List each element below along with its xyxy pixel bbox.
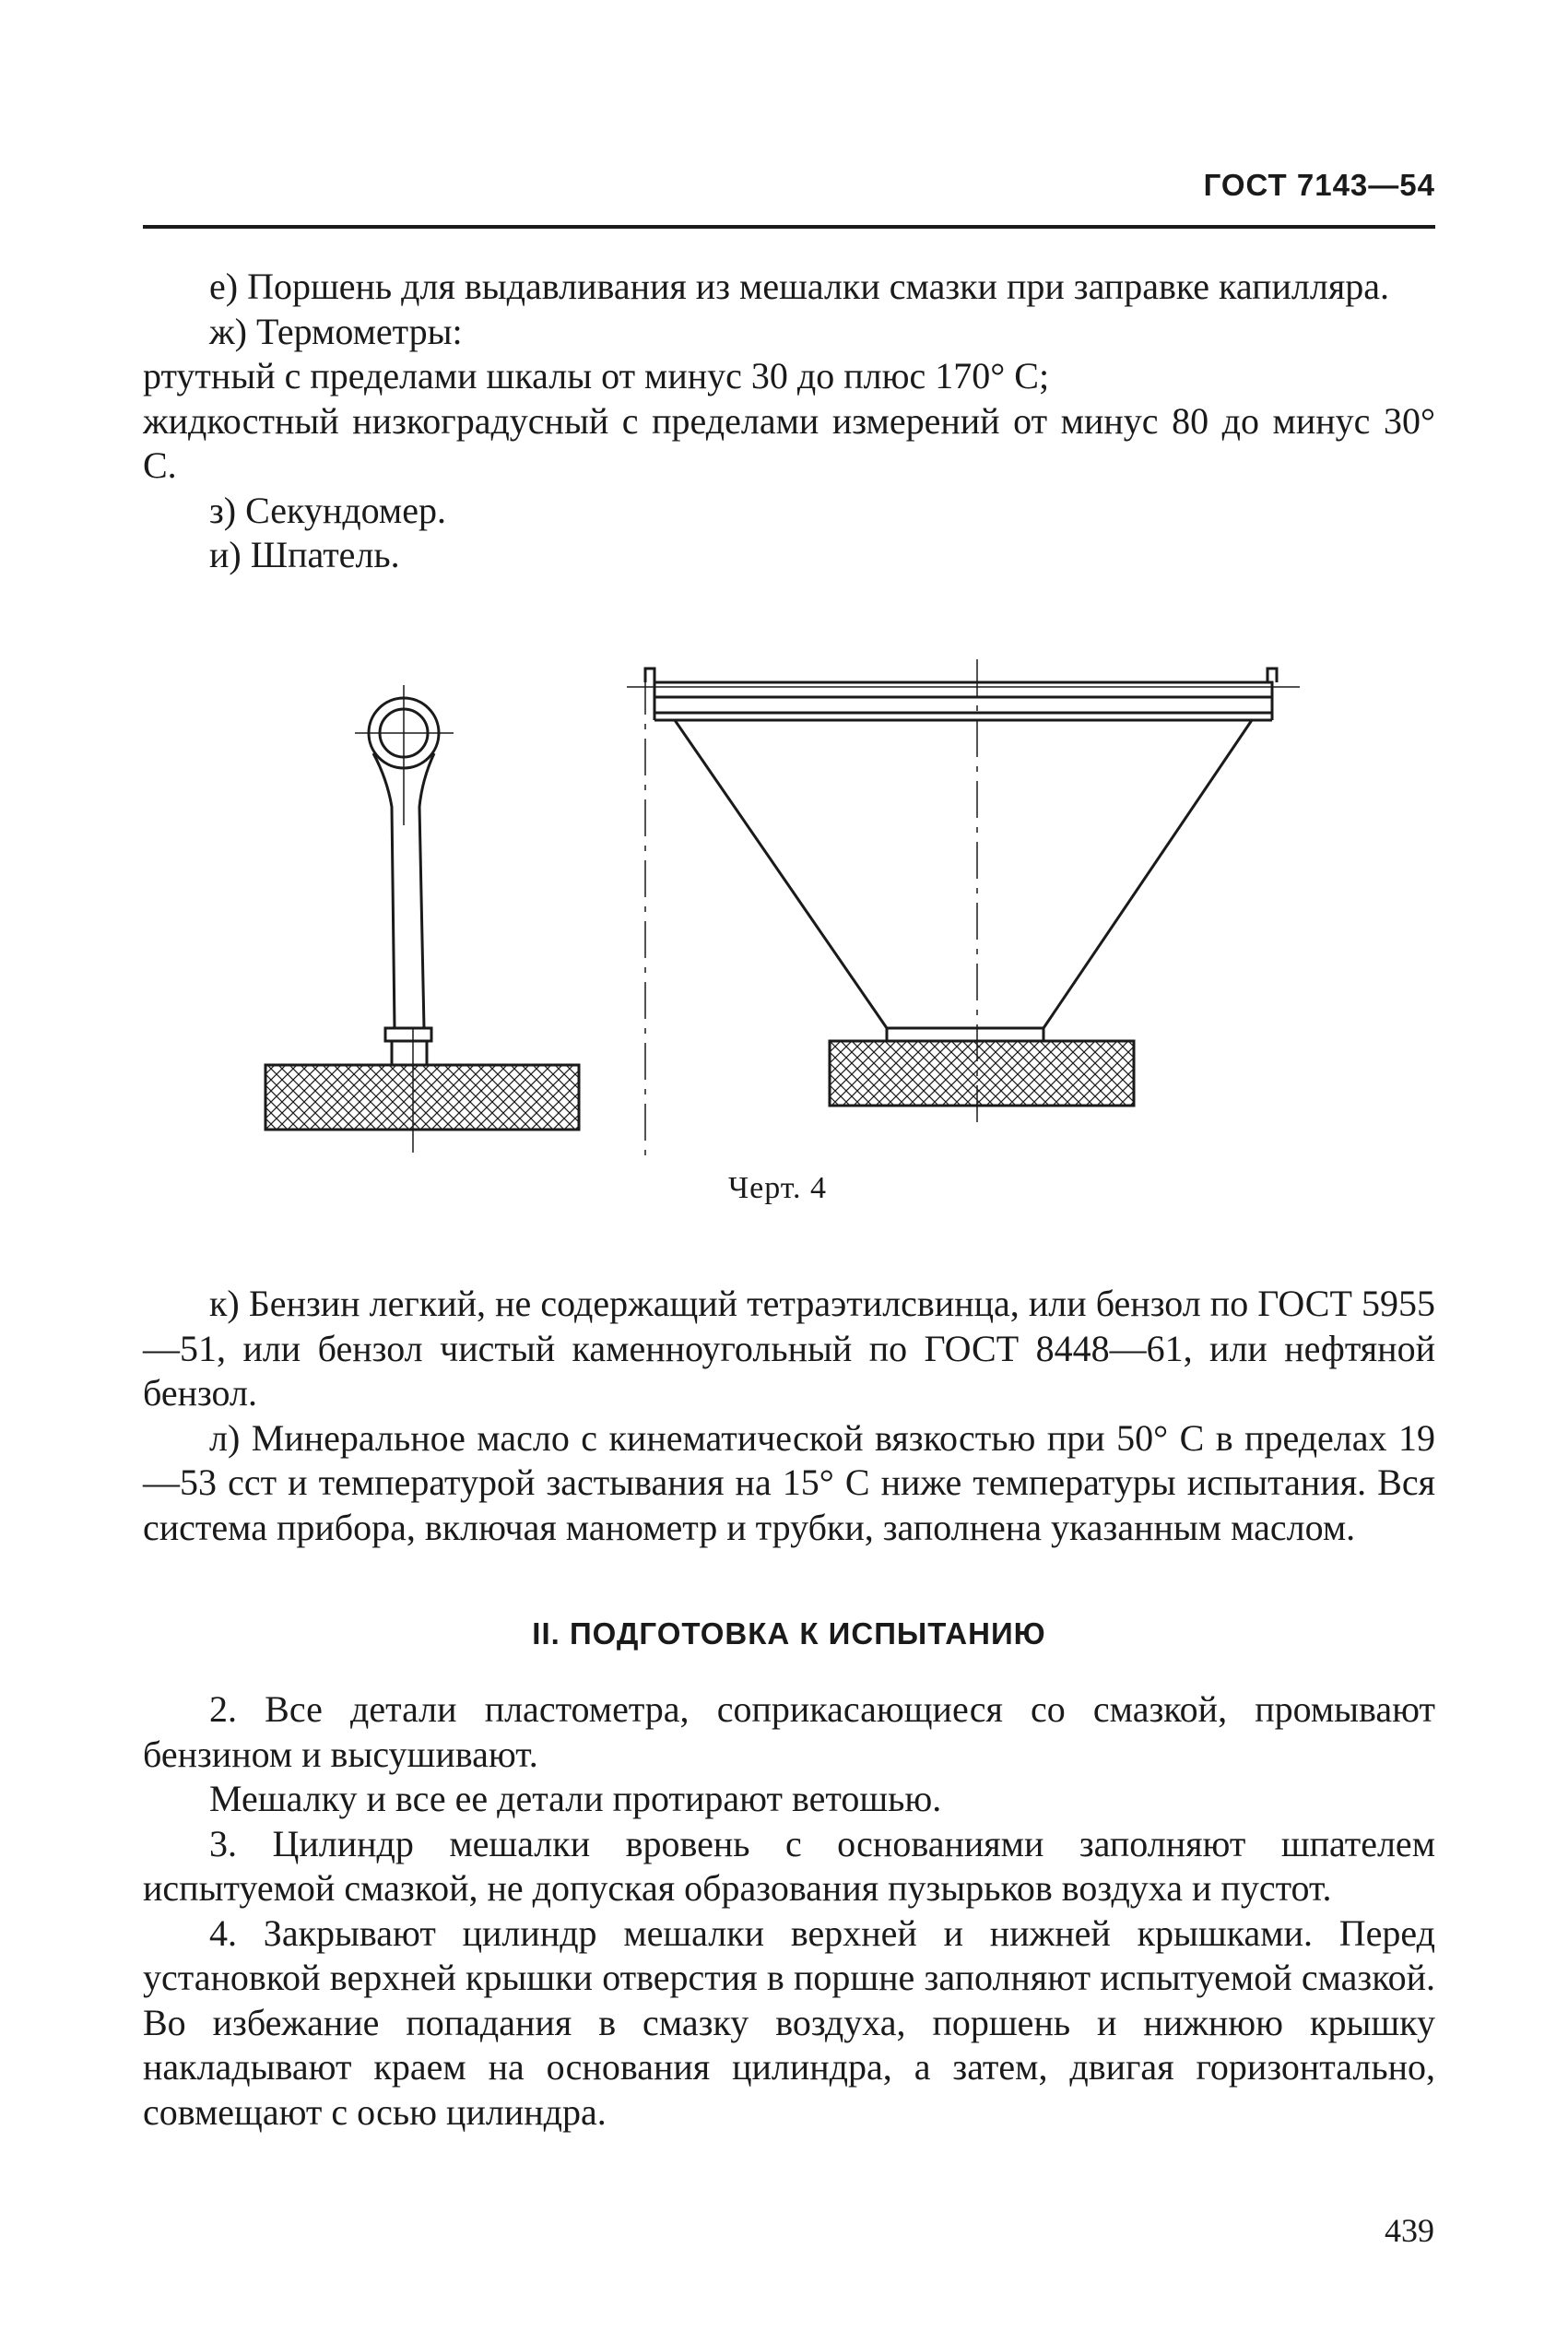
list-item: и) Шпатель. — [209, 534, 400, 575]
section-heading: II. ПОДГОТОВКА К ИСПЫТАНИЮ — [532, 1616, 1046, 1651]
list-item: е) Поршень для выдавливания из мешалки смазки при заправке капилляра. — [209, 266, 1389, 307]
list-item: л) Минеральное масло с кинематической вязкостью при 50° С в пределах 19—53 сст и температурой застывания на 15° С ниже температуры испытания. Вся система прибора, включая манометр и трубки, заполнена указанным маслом. — [143, 1416, 1435, 1548]
piston-drawing — [265, 685, 579, 1153]
paragraph: 2. Все детали пластометра, соприкасающиеся со смазкой, промывают бензином и высушивают. — [143, 1688, 1435, 1775]
equipment-list-top — [143, 265, 1435, 578]
page-header — [143, 168, 1435, 223]
header-rule — [143, 225, 1435, 229]
list-item: ртутный с пределами шкалы от минус 30 до плюс 170° С; — [143, 355, 1050, 396]
funnel-drawing — [627, 659, 1300, 1157]
paragraph: Мешалку и все ее детали протирают ветошью. — [209, 1778, 942, 1819]
equipment-list-bottom — [143, 1282, 1435, 1550]
list-item: ж) Термометры: — [209, 310, 463, 352]
list-item: з) Секундомер. — [209, 489, 446, 531]
list-item: жидкостный низкоградусный с пределами измерений от минус 80 до минус 30° С. — [143, 399, 1435, 486]
figure-caption: Черт. 4 — [728, 1171, 828, 1205]
technical-drawing — [249, 659, 1355, 1157]
preparation-section — [143, 1687, 1435, 2135]
paragraph: 4. Закрывают цилиндр мешалки верхней и нижней крышками. Перед установкой верхней крышки отверстия в поршне заполняют испытуемой смазкой. Во избежание попадания в смазку воздуха, поршень и нижнюю крышку накладывают краем на основания цилиндра, а затем, двигая горизонтально, совмещают с осью цилиндра. — [143, 1911, 1435, 2133]
document-title: ГОСТ 7143—54 — [1203, 168, 1435, 202]
page-number: 439 — [1385, 2212, 1434, 2249]
list-item: к) Бензин легкий, не содержащий тетраэтилсвинца, или бензол по ГОСТ 5955—51, или бензол чистый каменноугольный по ГОСТ 8448—61, или нефтяной бензол. — [143, 1283, 1435, 1414]
paragraph: 3. Цилиндр мешалки вровень с основаниями заполняют шпателем испытуемой смазкой, не допуская образования пузырьков воздуха и пустот. — [143, 1822, 1435, 1909]
